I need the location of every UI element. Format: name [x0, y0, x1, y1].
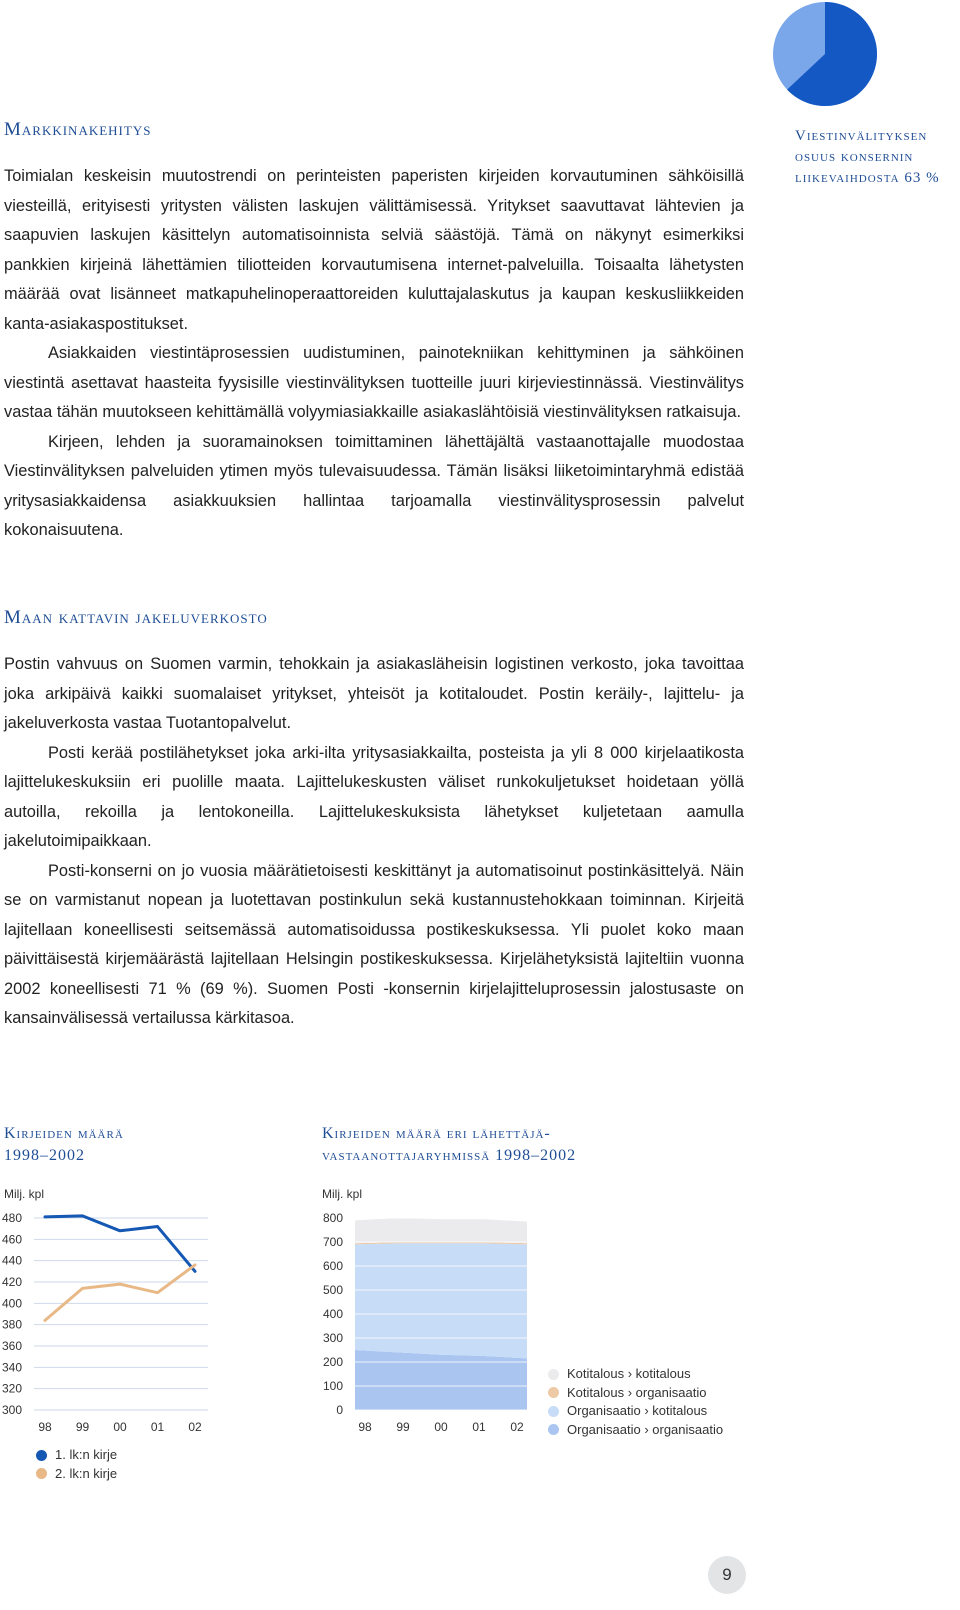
chart1-title	[4, 1123, 124, 1167]
legend-dot-kotitalous-kotitalous	[548, 1369, 559, 1380]
paragraph: Posti-konserni on jo vuosia määrätietoisesti keskittänyt ja automatisoinut postinkäsittelyä. Näin se on varmistanut nopean ja luotettavan postinkulun sekä kustannustehokkaan toiminnan. Kirjeitä lajitellaan koneellisesti seitsemässä automatisoidussa postikeskuksessa. Yli puolet koko maan päivittäisestä kirjemäärästä lajitellaan Helsingin postikeskuksessa. Kirjelähetyksistä lajiteltiin vuonna 2002 koneellisesti 71 % (69 %). Suomen Posti -konsernin kirjelajitteluprosessin jalostusaste on kansainvälisessä vertailussa kärkitasoa.	[4, 861, 744, 1027]
y-tick-label: 480	[2, 1211, 23, 1225]
legend-dot-1lk	[36, 1450, 47, 1461]
y-tick-label: 300	[2, 1403, 23, 1417]
legend-dot-organisaatio-organisaatio	[548, 1424, 559, 1435]
y-tick-label: 700	[322, 1235, 343, 1249]
section-heading-markkinakehitys: Markkinakehitys	[4, 119, 152, 140]
x-tick-label: 98	[358, 1420, 372, 1434]
y-tick-label: 440	[2, 1253, 23, 1268]
pie-caption-line: liikevaihdosta 63 %	[795, 170, 940, 186]
y-tick-label: 0	[336, 1403, 343, 1417]
paragraph: Toimialan keskeisin muutostrendi on perinteisten paperisten kirjeiden korvautuminen sähköisillä viesteillä, erityisesti yritysten välisten laskujen välittämisessä. Yritykset saavuttavat lähtevien ja saapuvien laskujen käsittelyn automatisoinnista selviä säästöjä. Tämä on näkynyt esimerkiksi pankkien kirjeinä lähettämien tiliotteiden korvautumisena internet-palveluilla. Toisaalta lähetysten määrää ovat lisänneet matkapuhelinoperaattoreiden kuluttajalaskutus ja kaupan keskusliikkeiden kanta-asiakaspostitukset.	[4, 167, 744, 333]
legend-label: Organisaatio › kotitalous	[567, 1403, 708, 1418]
legend-label: 2. lk:n kirje	[55, 1465, 118, 1481]
section-body-jakeluverkosto	[4, 650, 744, 1034]
chart1-legend	[36, 1446, 117, 1483]
y-tick-label: 320	[2, 1381, 23, 1396]
legend-item	[548, 1384, 723, 1403]
x-tick-label: 00	[434, 1420, 448, 1434]
y-tick-label: 460	[2, 1232, 23, 1247]
legend-item	[548, 1421, 723, 1440]
y-tick-label: 100	[322, 1379, 343, 1393]
x-tick-label: 99	[75, 1420, 90, 1434]
y-tick-label: 420	[2, 1275, 23, 1289]
chart1-unit: Milj. kpl	[4, 1187, 45, 1201]
y-tick-label: 340	[2, 1360, 23, 1375]
legend-item	[36, 1446, 117, 1465]
y-tick-label: 360	[2, 1339, 23, 1353]
paragraph: Kirjeen, lehden ja suoramainoksen toimittaminen lähettäjältä vastaanottajalle muodostaa Viestinvälityksen palveluiden ytimen myös tulevaisuudessa. Tämän lisäksi liiketoimintaryhmä edistää yritysasiakkaidensa asiakkuuksien hallintaa tarjoamalla viestinvälitysprosessin palvelut kokonaisuutena.	[4, 432, 744, 539]
y-tick-label: 200	[322, 1355, 343, 1369]
legend-label: Kotitalous › organisaatio	[567, 1384, 707, 1400]
chart1-title-line: Kirjeiden määrä	[4, 1125, 124, 1142]
legend-label: Kotitalous › kotitalous	[567, 1366, 691, 1381]
area-band-4	[355, 1218, 527, 1243]
x-tick-label: 99	[396, 1420, 410, 1434]
x-tick-label: 02	[510, 1420, 524, 1434]
legend-item	[548, 1365, 723, 1384]
legend-label: 1. lk:n kirje	[55, 1447, 118, 1462]
x-tick-label: 01	[472, 1420, 486, 1434]
section-heading-jakeluverkosto: Maan kattavin jakeluverkosto	[4, 607, 268, 628]
legend-item	[548, 1402, 723, 1421]
chart2-unit: Milj. kpl	[322, 1187, 363, 1201]
legend-item	[36, 1465, 117, 1484]
chart2-title-line: Kirjeiden määrä eri lähettäjä-	[322, 1125, 551, 1142]
chart2-title-line: vastaanottajaryhmissä 1998–2002	[322, 1147, 577, 1164]
x-tick-label: 01	[150, 1420, 165, 1434]
y-tick-label: 380	[2, 1317, 23, 1332]
x-tick-label: 02	[188, 1420, 202, 1434]
paragraph: Asiakkaiden viestintäprosessien uudistuminen, painotekniikan kehittyminen ja sähköinen viestintä asettavat haasteita fyysisille viestinvälityksen tuotteille juuri kirjeviestinnässä. Viestinvälitys vastaa tähän muutokseen kehittämällä volyymiasiakkaille asiakaslähtöisiä viestinvälityksen ratkaisuja.	[4, 344, 744, 421]
area-band-1	[355, 1350, 527, 1410]
series-line-2	[45, 1265, 195, 1320]
paragraph: Posti kerää postilähetykset joka arki-ilta yritysasiakkailta, posteista ja yli 8 000 kirjelaatikosta lajittelukeskuksiin eri puolille maata. Lajittelukeskusten väliset runkokuljetukset hoidetaan yöllä autoilla, rekoilla ja lentokoneilla. Lajittelukeskuksista lähetykset kuljetetaan aamulla jakelutoimipaikkaan.	[4, 743, 744, 850]
y-tick-label: 500	[322, 1283, 343, 1297]
chart1-title-line: 1998–2002	[4, 1147, 85, 1164]
legend-dot-2lk	[36, 1468, 47, 1479]
y-tick-label: 800	[322, 1211, 343, 1225]
page-number: 9	[708, 1556, 746, 1594]
pie-caption-line: osuus konsernin	[795, 149, 914, 165]
pie-caption-line: Viestinvälityksen	[795, 128, 928, 144]
section-body-markkinakehitys	[4, 162, 744, 546]
area-chart-lahettaja-vastaanottaja	[315, 1200, 540, 1440]
legend-label: Organisaatio › organisaatio	[567, 1421, 724, 1437]
y-tick-label: 300	[322, 1331, 343, 1345]
y-tick-label: 400	[322, 1307, 343, 1321]
line-chart-kirjeiden-maara	[0, 1200, 230, 1440]
chart2-title	[322, 1123, 576, 1167]
legend-dot-organisaatio-kotitalous	[548, 1406, 559, 1417]
x-tick-label: 00	[113, 1420, 127, 1434]
paragraph: Postin vahvuus on Suomen varmin, tehokkain ja asiakasläheisin logistinen verkosto, joka tavoittaa joka arkipäivä kaikki suomalaiset yritykset, yhteisöt ja kotitaloudet. Postin keräily-, lajittelu- ja jakeluverkosta vastaa Tuotantopalvelut.	[4, 655, 744, 732]
y-tick-label: 400	[2, 1296, 23, 1311]
pie-caption	[795, 126, 960, 189]
x-tick-label: 98	[38, 1420, 52, 1434]
chart2-legend	[548, 1365, 723, 1439]
area-band-2	[355, 1243, 527, 1358]
share-pie-chart	[770, 0, 880, 108]
y-tick-label: 600	[322, 1259, 343, 1273]
legend-dot-kotitalous-organisaatio	[548, 1387, 559, 1398]
series-line-1	[45, 1216, 195, 1271]
